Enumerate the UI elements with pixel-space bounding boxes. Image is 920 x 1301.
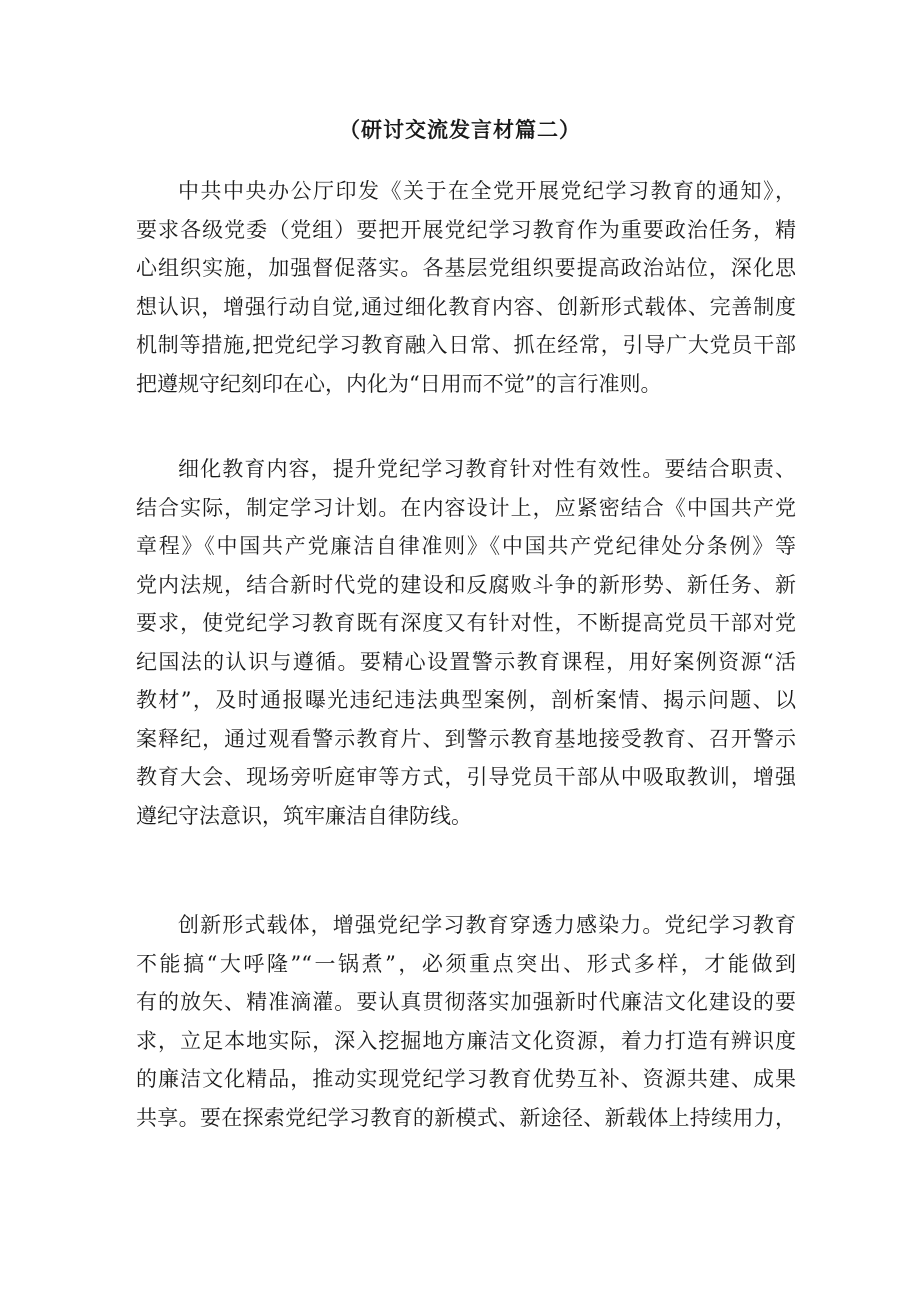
paragraph-line: 教材”，及时通报曝光违纪违法典型案例，剖析案情、揭示问题、以: [136, 688, 796, 712]
paragraph-line: 创新形式载体，增强党纪学习教育穿透力感染力。党纪学习教育: [178, 913, 796, 937]
paragraph-1: [136, 172, 796, 403]
paragraph-line: 教育大会、现场旁听庭审等方式，引导党员干部从中吸取教训，增强: [136, 765, 796, 789]
paragraph-line: 中共中央办公厅印发《关于在全党开展党纪学习教育的通知》，: [178, 179, 796, 203]
paragraph-line: 结合实际，制定学习计划。在内容设计上，应紧密结合《中国共产党: [136, 495, 796, 520]
paragraph-line: 章程》《中国共产党廉洁自律准则》《中国共产党纪律处分条例》等: [136, 534, 796, 558]
paragraph-line: 机制等措施,把党纪学习教育融入日常、抓在经常，引导广大党员干部: [136, 333, 796, 357]
paragraph-line: 不能搞“大呼隆”“一锅煮”，必须重点突出、形式多样，才能做到: [136, 951, 796, 976]
paragraph-line: 求，立足本地实际，深入挖掘地方廉洁文化资源，着力打造有辨识度: [136, 1028, 796, 1053]
paragraph-line: 要求，使党纪学习教育既有深度又有针对性，不断提高党员干部对党: [136, 611, 796, 635]
paragraph-line: 有的放矢、精准滴灌。要认真贯彻落实加强新时代廉洁文化建设的要: [136, 990, 796, 1014]
paragraph-line: 要求各级党委（党组）要把开展党纪学习教育作为重要政治任务，精: [136, 217, 796, 242]
paragraph-line: 心组织实施，加强督促落实。各基层党组织要提高政治站位，深化思: [136, 256, 796, 280]
paragraph-line: 遵纪守法意识，筑牢廉洁自律防线。: [136, 803, 472, 828]
paragraph-3: [136, 906, 796, 1137]
paragraph-line: 案释纪，通过观看警示教育片、到警示教育基地接受教育、召开警示: [136, 726, 796, 751]
paragraph-2: [136, 450, 796, 835]
document-title: （研讨交流发言材篇二）: [339, 117, 581, 142]
paragraph-line: 共享。要在探索党纪学习教育的新模式、新途径、新载体上持续用力，: [136, 1105, 796, 1130]
paragraph-line: 的廉洁文化精品，推动实现党纪学习教育优势互补、资源共建、成果: [136, 1067, 796, 1091]
paragraph-line: 想认识，增强行动自觉,通过细化教育内容、创新形式载体、完善制度: [136, 294, 796, 319]
paragraph-line: 纪国法的认识与遵循。要精心设置警示教育课程，用好案例资源“活: [136, 649, 796, 674]
paragraph-line: 把遵规守纪刻印在心，内化为“日用而不觉”的言行准则。: [136, 371, 662, 396]
paragraph-line: 党内法规，结合新时代党的建设和反腐败斗争的新形势、新任务、新: [136, 572, 796, 597]
paragraph-line: 细化教育内容，提升党纪学习教育针对性有效性。要结合职责、: [178, 457, 796, 481]
